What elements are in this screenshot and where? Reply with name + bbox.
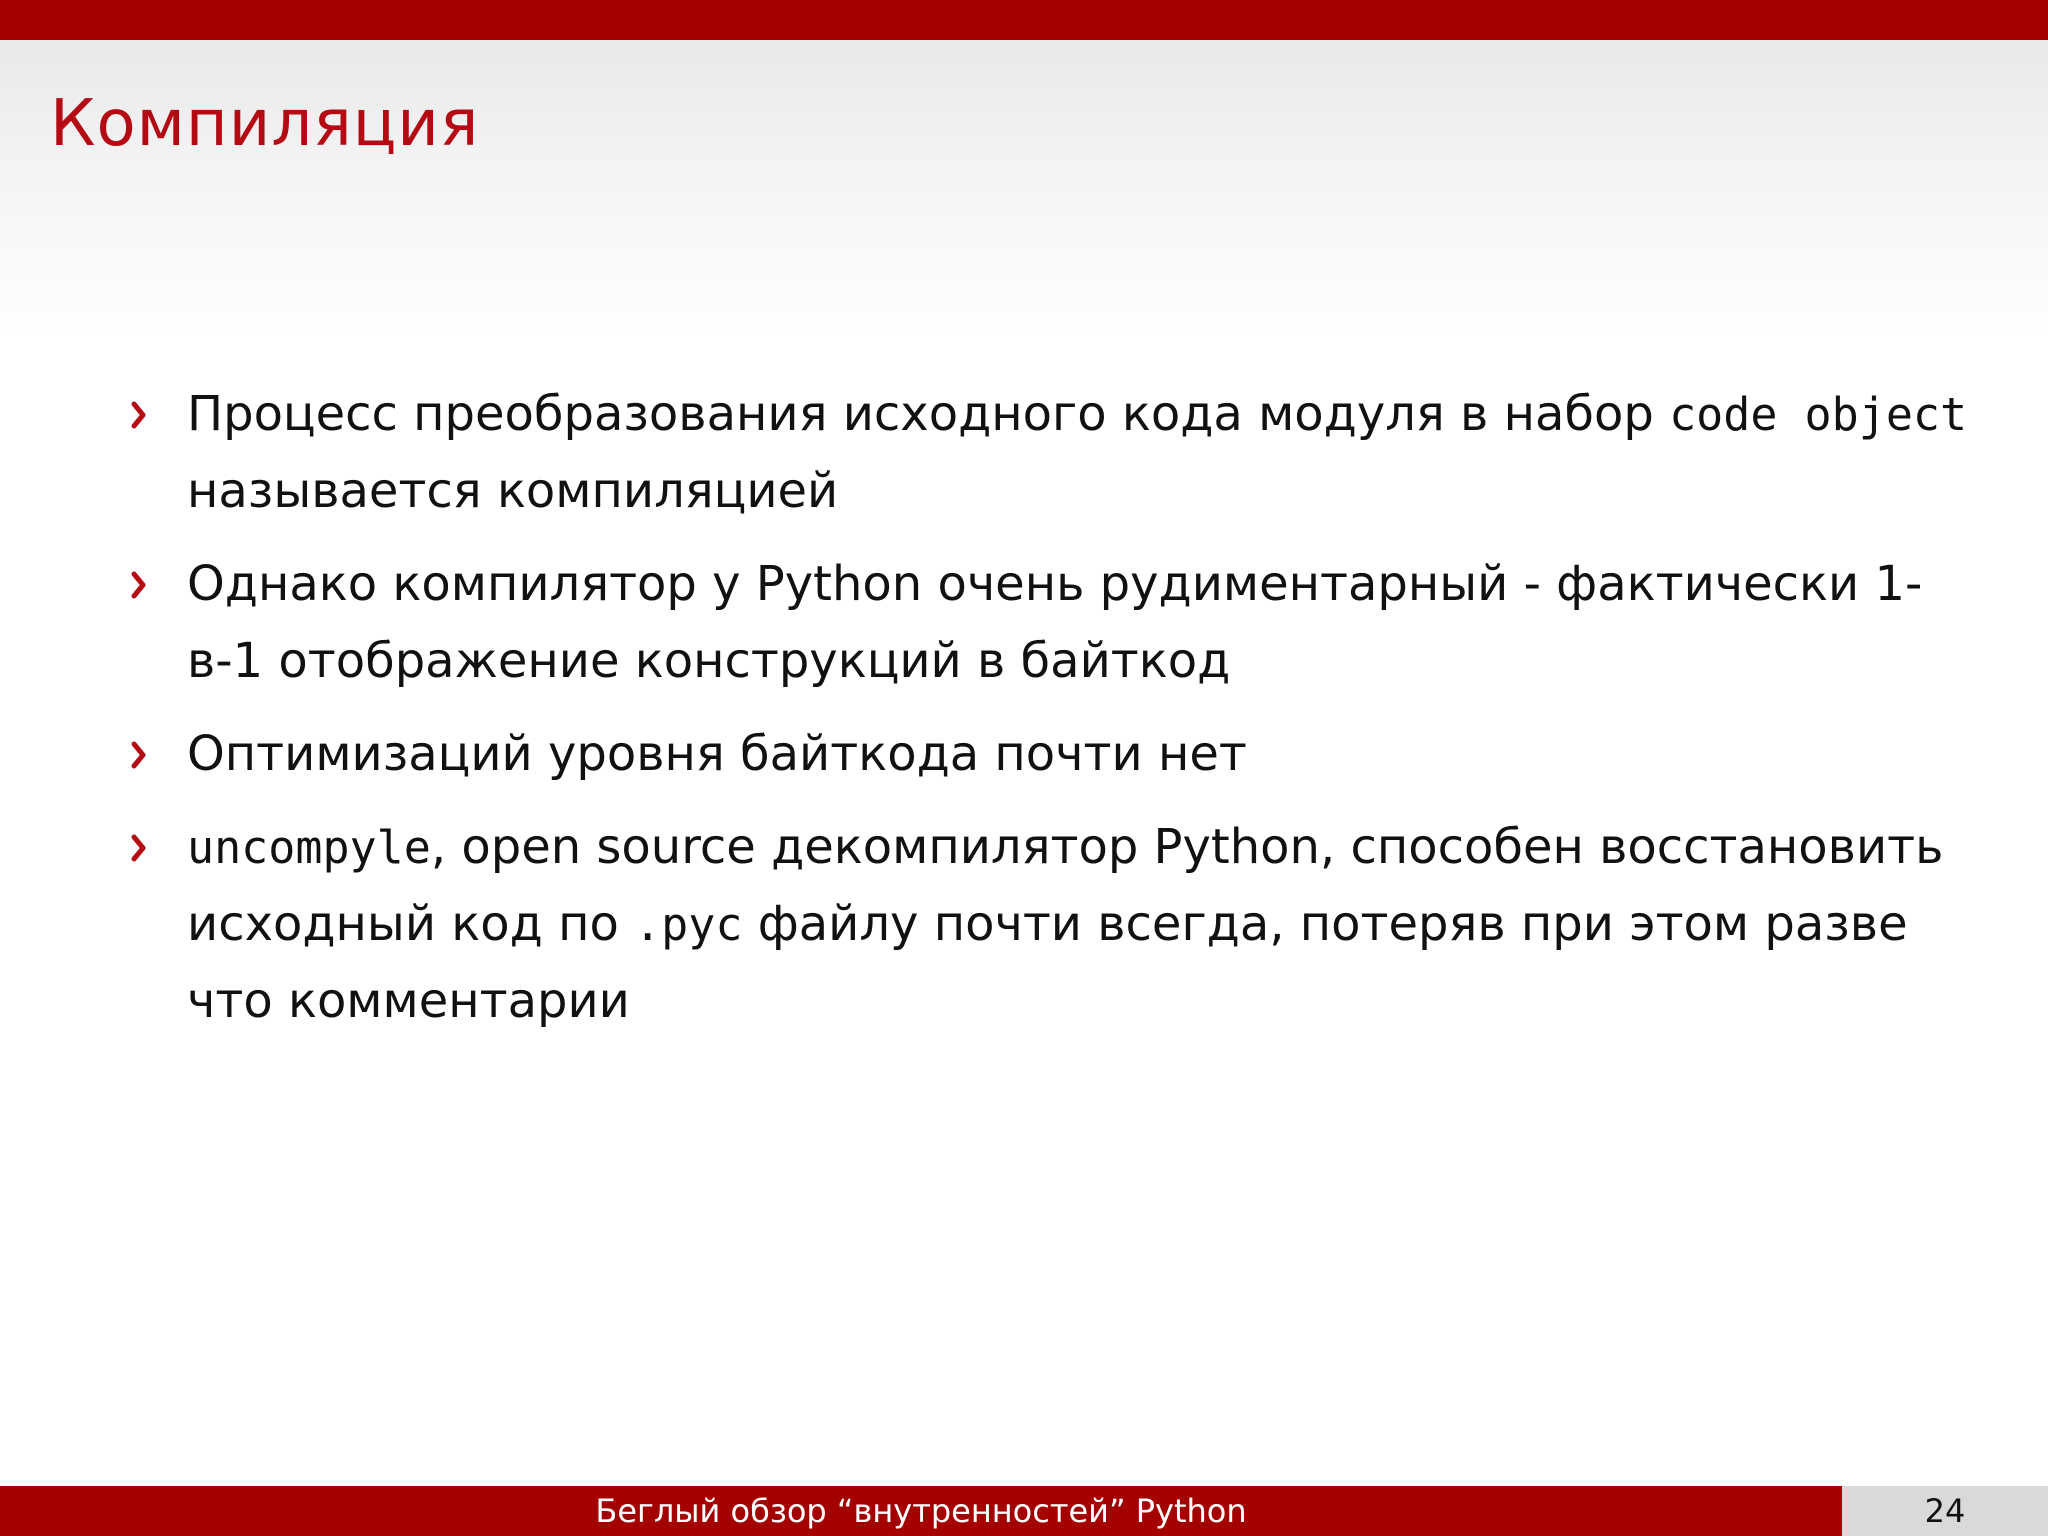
bullet-text <box>187 556 1922 689</box>
bullet-text-run: , open source декомпилятор Python, способен восстановить исходный код по <box>187 819 1944 952</box>
title-band <box>0 40 2048 340</box>
bullet-item <box>130 546 1990 700</box>
chevron-right-icon <box>130 376 160 453</box>
bullet-text-run: называется компиляцией <box>187 463 839 519</box>
bullet-text-run: Оптимизаций уровня байткода почти нет <box>187 726 1247 782</box>
chevron-right-icon <box>130 546 160 623</box>
bullet-item <box>130 376 1990 530</box>
inline-code: uncompyle <box>187 821 431 874</box>
bullet-item <box>130 809 1990 1040</box>
bullet-text <box>187 386 1967 519</box>
bullet-text <box>187 819 1943 1029</box>
inline-code: code object <box>1669 388 1968 441</box>
chevron-right-icon <box>130 809 160 886</box>
slide-title: Компиляция <box>50 87 480 161</box>
inline-code: .pyc <box>634 898 743 951</box>
bullet-text <box>187 726 1247 782</box>
footer-page-number: 24 <box>1842 1486 2048 1536</box>
bullet-item <box>130 716 1990 793</box>
top-accent-bar <box>0 0 2048 40</box>
bullet-list <box>130 376 1990 1056</box>
bullet-text-run: Процесс преобразования исходного кода модуля в набор <box>187 386 1670 442</box>
bullet-text-run: файлу почти всегда, потеряв при этом разве что комментарии <box>187 896 1908 1029</box>
footer-presentation-title: Беглый обзор “внутренностей” Python <box>0 1486 1842 1536</box>
footer <box>0 1486 2048 1536</box>
bullet-text-run: Однако компилятор у Python очень рудиментарный - фактически 1-в-1 отображение конструкций в байткод <box>187 556 1923 689</box>
chevron-right-icon <box>130 716 160 793</box>
